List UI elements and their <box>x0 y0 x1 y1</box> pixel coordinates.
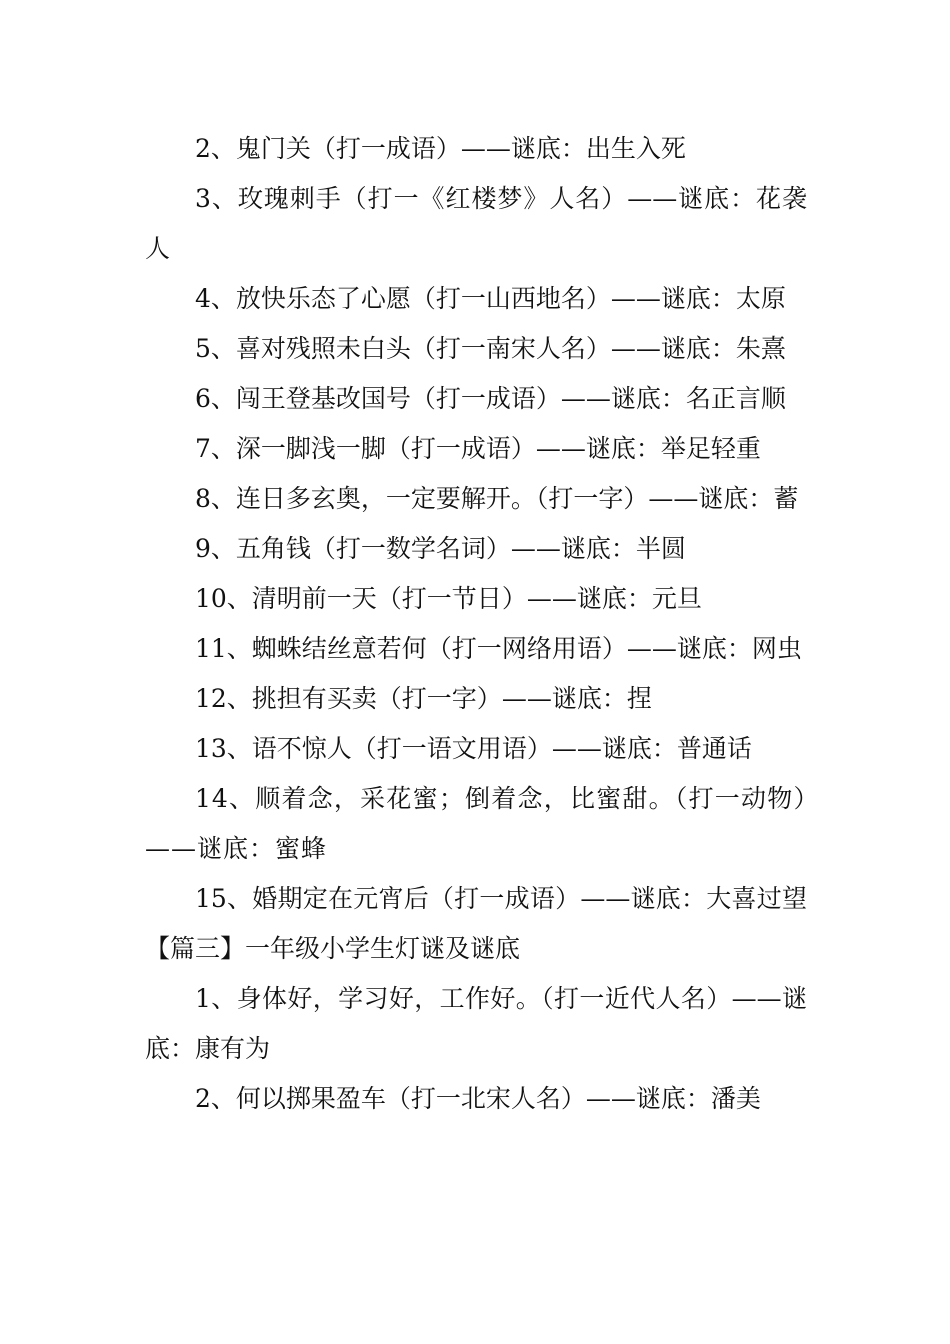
riddle-line-12: 12、挑担有买卖（打一字）——谜底：捏 <box>195 684 652 713</box>
riddle-line-6: 6、闯王登基改国号（打一成语）——谜底：名正言顺 <box>195 384 786 413</box>
riddle-line-11: 11、蜘蛛结丝意若何（打一网络用语）——谜底：网虫 <box>195 634 802 663</box>
riddle-line-5: 5、喜对残照未白头（打一南宋人名）——谜底：朱熹 <box>195 334 786 363</box>
riddle-line-13: 13、语不惊人（打一语文用语）——谜底：普通话 <box>195 734 752 763</box>
riddle-line-4: 4、放快乐态了心愿（打一山西地名）——谜底：太原 <box>195 284 786 313</box>
document-body <box>145 124 807 1124</box>
riddle-line-9: 9、五角钱（打一数学名词）——谜底：半圆 <box>195 534 686 563</box>
riddle-line-8: 8、连日多玄奥，一定要解开。（打一字）——谜底：蓄 <box>195 484 799 513</box>
riddle-line-7: 7、深一脚浅一脚（打一成语）——谜底：举足轻重 <box>195 434 761 463</box>
riddle-line-1b: 1、身体好，学习好，工作好。（打一近代人名）——谜底：康有为 <box>145 984 807 1063</box>
riddle-line-15-and-section-heading: 15、婚期定在元宵后（打一成语）——谜底：大喜过望【篇三】一年级小学生灯谜及谜底 <box>145 884 807 963</box>
riddle-line-2b: 2、何以掷果盈车（打一北宋人名）——谜底：潘美 <box>195 1084 761 1113</box>
riddle-line-3a: 3、玫瑰刺手（打一《红楼梦》人名）——谜底：花袭人 <box>145 184 807 263</box>
riddle-line-10: 10、清明前一天（打一节日）——谜底：元旦 <box>195 584 702 613</box>
riddle-line-14: 14、顺着念，采花蜜；倒着念，比蜜甜。（打一动物）——谜底：蜜蜂 <box>145 784 807 863</box>
riddle-line-2a: 2、鬼门关（打一成语）——谜底：出生入死 <box>195 134 686 163</box>
